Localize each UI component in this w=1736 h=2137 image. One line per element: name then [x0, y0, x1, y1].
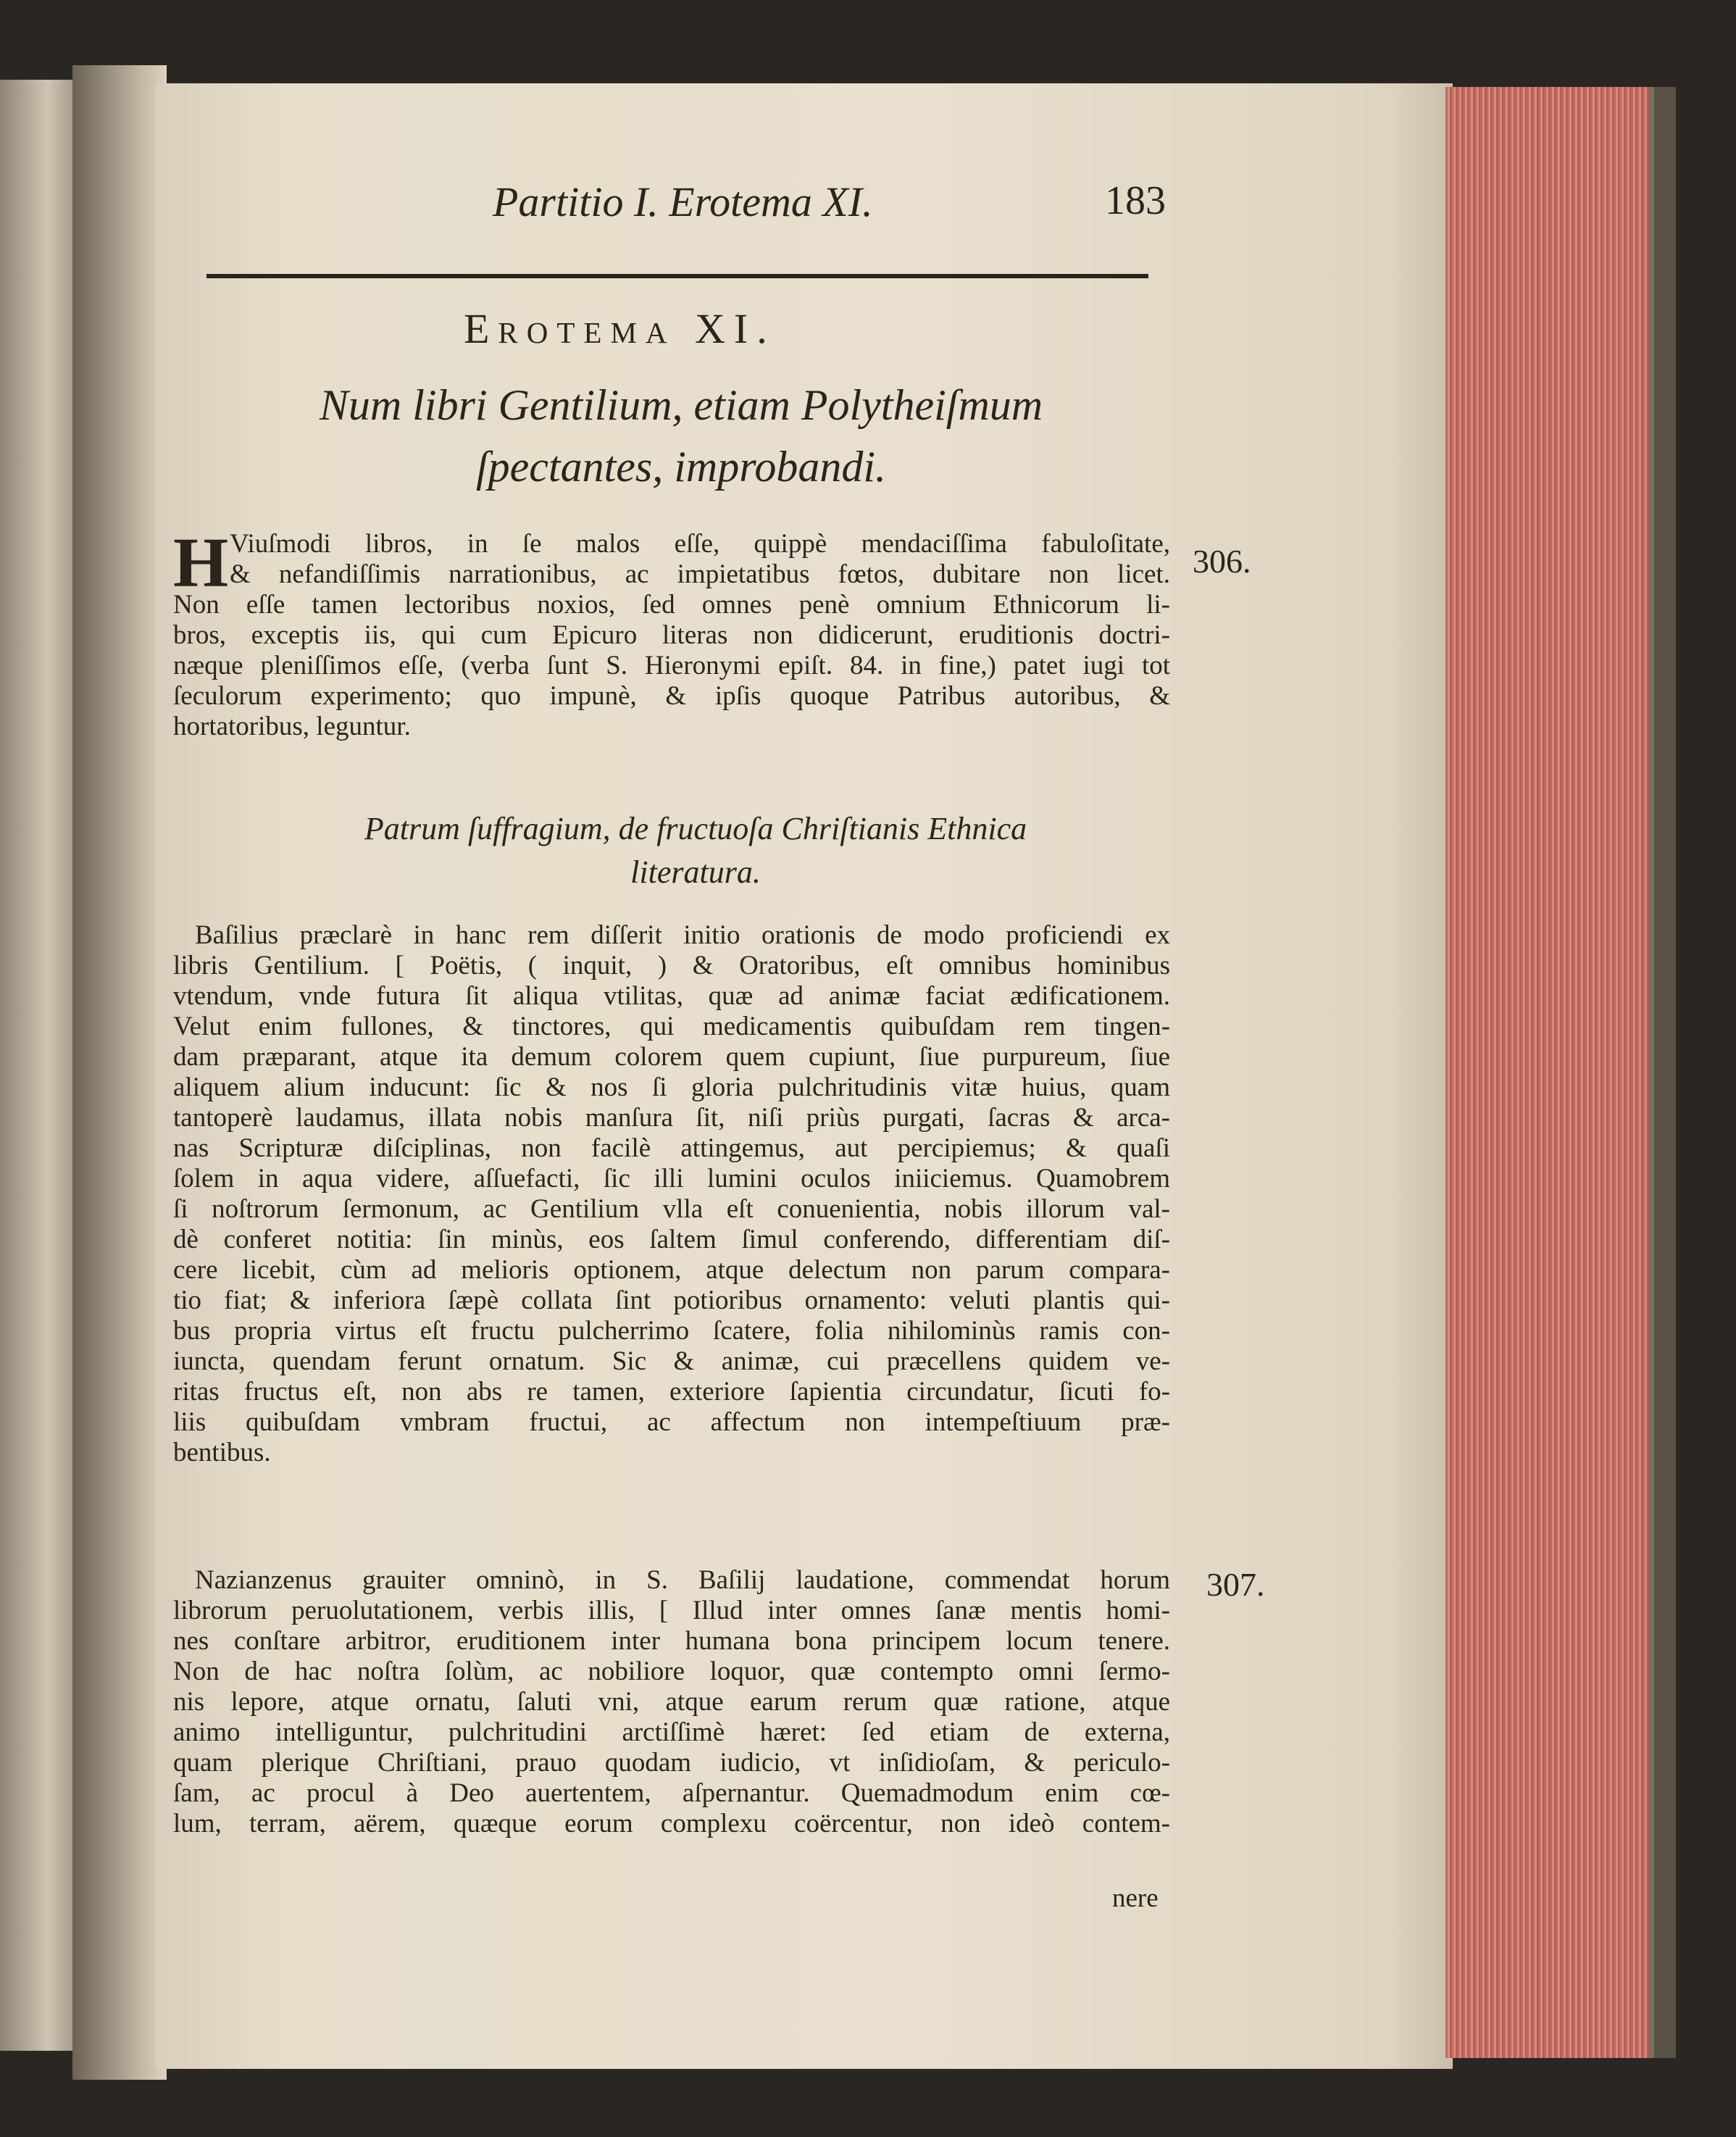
text-line: bentibus.: [173, 1438, 271, 1467]
text-line: ſi noſtrorum ſermonum, ac Gentilium vlla eſt conuenientia, nobis illorum val-: [173, 1194, 1170, 1224]
text-line: Viuſmodi libros, in ſe malos eſſe, quippè mendaciſſima fabuloſitate,: [230, 529, 1170, 559]
header-rule: [206, 274, 1148, 278]
text-line: tantoperè laudamus, illata nobis manſura ſit, niſi priùs purgati, ſacras & arca-: [173, 1103, 1170, 1133]
text-line: nes conſtare arbitror, eruditionem inter humana bona principem locum tenere.: [173, 1626, 1170, 1656]
text-line: vtendum, vnde futura ſit aliqua vtilitas, quæ ad animæ faciat ædificationem.: [173, 981, 1170, 1011]
text-line: animo intelliguntur, pulchritudini arctiſſimè hæret: ſed etiam de externa,: [173, 1717, 1170, 1747]
text-line: bros, exceptis iis, qui cum Epicuro literas non didicerunt, eruditionis doctri-: [173, 620, 1170, 650]
text-line: Non eſſe tamen lectoribus noxios, ſed omnes penè omnium Ethnicorum li-: [173, 590, 1170, 620]
text-line: Nazianzenus grauiter omninò, in S. Baſilij laudatione, commendat horum: [195, 1565, 1170, 1595]
text-line: librorum peruolutationem, verbis illis, [ Illud inter omnes ſanæ mentis homi-: [173, 1596, 1170, 1625]
text-line: Baſilius præclarè in hanc rem diſſerit initio orationis de modo proficiendi ex: [195, 920, 1170, 950]
text-line: tio fiat; & inferiora ſæpè collata ſint potioribus ornamento: veluti plantis qui-: [173, 1286, 1170, 1315]
drop-cap: H: [173, 524, 229, 602]
text-line: iuncta, quendam ferunt ornatum. Sic & animæ, cui præcellens quidem ve-: [173, 1346, 1170, 1376]
text-line: nis lepore, atque ornatu, ſaluti vni, atque earum rerum quæ ratione, atque: [173, 1687, 1170, 1717]
text-line: dam præparant, atque ita demum colorem quem cupiunt, ſiue purpureum, ſiue: [173, 1042, 1170, 1072]
chapter-label: Erotema XI.: [464, 305, 776, 352]
book-gutter: [72, 65, 167, 2080]
text-line: bus propria virtus eſt fructu pulcherrimo ſcatere, folia nihilominùs ramis con-: [173, 1316, 1170, 1346]
paragraph-2: [173, 920, 1170, 1468]
catchword: nere: [1112, 1883, 1159, 1913]
text-line: nas Scripturæ diſciplinas, non facilè attingemus, aut percipiemus; & quaſi: [173, 1133, 1170, 1163]
book-cover-edge: [1654, 87, 1676, 2058]
subheading-line: literatura.: [630, 854, 761, 890]
page-number: 183: [1105, 178, 1166, 223]
chapter-title-line: Num libri Gentilium, etiam Polytheiſmum: [319, 381, 1043, 429]
text-line: ritas fructus eſt, non abs re tamen, exteriore ſapientia circundatur, ſicuti fo-: [173, 1377, 1170, 1407]
text-line: Velut enim fullones, & tinctores, qui medicamentis quibuſdam rem tingen-: [173, 1012, 1170, 1041]
text-line: lum, terram, aërem, quæque eorum complexu coërcentur, non ideò contem-: [173, 1809, 1170, 1838]
text-line: hortatoribus, leguntur.: [173, 712, 411, 741]
subheading-line: Patrum ſuffragium, de fructuoſa Chriſtianis Ethnica: [364, 811, 1027, 846]
text-line: cere licebit, cùm ad melioris optionem, atque delectum non parum compara-: [173, 1255, 1170, 1285]
text-line: ſolem in aqua videre, aſſuefacti, ſic illi lumini oculos iniiciemus. Quamobrem: [173, 1164, 1170, 1194]
paragraph-3: [173, 1565, 1170, 1839]
margin-note: 306.: [1193, 543, 1251, 580]
text-line: & nefandiſſimis narrationibus, ac impietatibus fœtos, dubitare non licet.: [230, 559, 1170, 589]
text-line: ſeculorum experimento; quo impunè, & ipſis quoque Patribus autoribus, &: [173, 681, 1170, 711]
text-line: Non de hac noſtra ſolùm, ac nobiliore loquor, quæ contempto omni ſermo-: [173, 1657, 1170, 1686]
facing-page-edge: [0, 80, 80, 2051]
chapter-title-line: ſpectantes, improbandi.: [475, 443, 887, 491]
red-page-edges: [1445, 87, 1654, 2058]
margin-note: 307.: [1206, 1566, 1265, 1603]
text-line: næque pleniſſimos eſſe, (verba ſunt S. Hieronymi epiſt. 84. in fine,) patet iugi tot: [173, 651, 1170, 680]
running-title: Partitio I. Erotema XI.: [493, 178, 873, 225]
text-line: ſam, ac procul à Deo auertentem, aſpernantur. Quemadmodum enim cœ-: [173, 1778, 1170, 1808]
text-line: liis quibuſdam vmbram fructui, ac affectum non intempeſtiuum præ-: [173, 1407, 1170, 1437]
text-line: aliquem alium inducunt: ſic & nos ſi gloria pulchritudinis vitæ huius, quam: [173, 1072, 1170, 1102]
text-line: dè conferet notitia: ſin minùs, eos ſaltem ſimul conferendo, differentiam diſ-: [173, 1225, 1170, 1254]
paragraph-1: [173, 524, 1170, 742]
text-line: quam plerique Chriſtiani, prauo quodam iudicio, vt inſidioſam, & periculo-: [173, 1748, 1170, 1778]
text-line: libris Gentilium. [ Poëtis, ( inquit, ) & Oratoribus, eſt omnibus hominibus: [173, 951, 1170, 980]
